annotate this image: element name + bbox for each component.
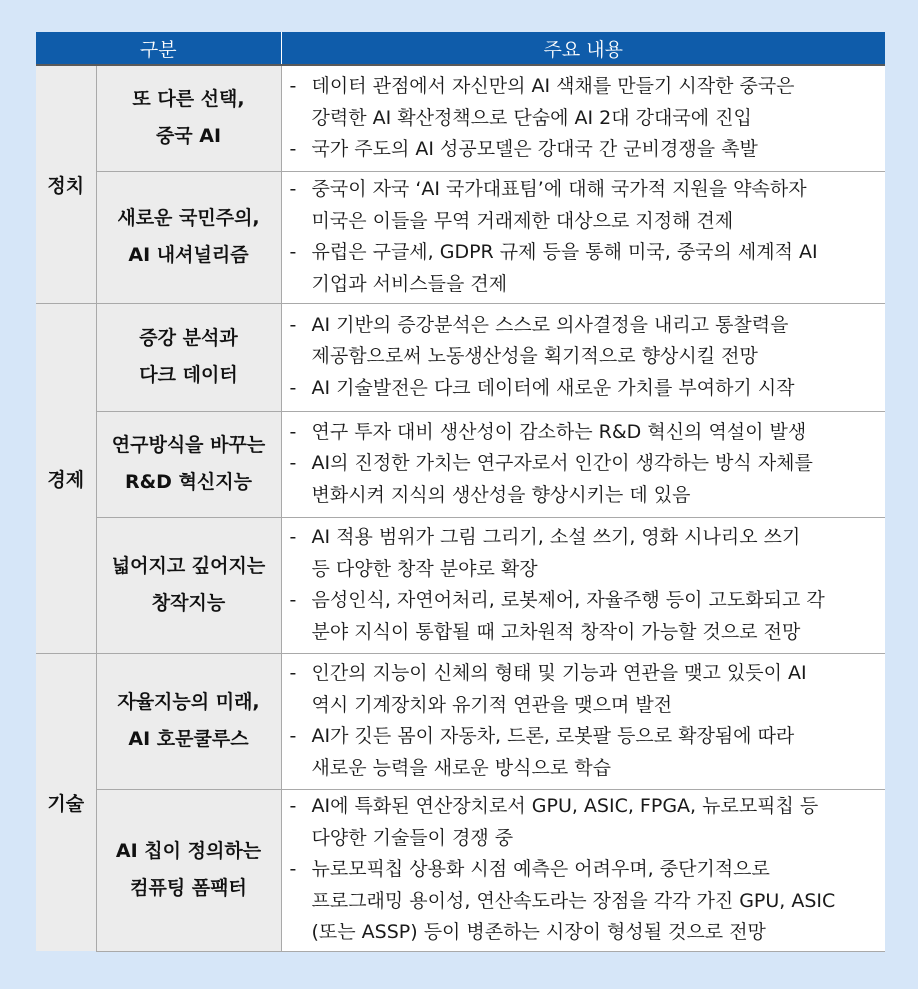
row-description xyxy=(281,411,885,517)
bullet-item: - 중국이 자국 ‘AI 국가대표팀’에 대해 국가적 지원을 약속하자 미국은 이들을 무역 거래제한 대상으로 지정해 견제 xyxy=(289,178,807,232)
row-description xyxy=(281,171,885,303)
bullet-item: - 음성인식, 자연어처리, 로봇제어, 자율주행 등이 고도화되고 각 분야 지식이 통합될 때 고차원적 창작이 가능할 것으로 전망 xyxy=(289,589,825,643)
table-row xyxy=(36,303,885,411)
category-economy: 경제 xyxy=(36,303,96,653)
bullet-item: - AI의 진정한 가치는 연구자로서 인간이 생각하는 방식 자체를 변화시켜 지식의 생산성을 향상시키는 데 있음 xyxy=(289,452,813,506)
bullet-item: - 연구 투자 대비 생산성이 감소하는 R&D 혁신의 역설이 발생 xyxy=(289,420,807,443)
row-title: 연구방식을 바꾸는 R&D 혁신지능 xyxy=(96,411,281,517)
table-row xyxy=(36,653,885,789)
category-politics: 정치 xyxy=(36,65,96,303)
row-title: 넓어지고 깊어지는 창작지능 xyxy=(96,517,281,653)
row-description xyxy=(281,517,885,653)
row-title: AI 칩이 정의하는 컴퓨팅 폼팩터 xyxy=(96,789,281,951)
category-technology: 기술 xyxy=(36,653,96,951)
row-title: 증강 분석과 다크 데이터 xyxy=(96,303,281,411)
header-contents: 주요 내용 xyxy=(281,32,885,65)
header-category: 구분 xyxy=(36,32,281,65)
bullet-item: - AI 기술발전은 다크 데이터에 새로운 가치를 부여하기 시작 xyxy=(289,376,795,399)
table-row xyxy=(36,517,885,653)
row-description xyxy=(281,303,885,411)
row-title xyxy=(96,65,281,171)
bullet-item: - 데이터 관점에서 자신만의 AI 색채를 만들기 시작한 중국은 강력한 AI 확산정책으로 단숨에 AI 2대 강대국에 진입 xyxy=(289,75,795,129)
row-title-line: 중국 AI xyxy=(155,125,222,148)
bullet-item: - AI 적용 범위가 그림 그리기, 소설 쓰기, 영화 시나리오 쓰기 등 다양한 창작 분야로 확장 xyxy=(289,526,801,580)
bullet-item: - AI가 깃든 몸이 자동차, 드론, 로봇팔 등으로 확장됨에 따라 새로운 능력을 새로운 방식으로 학습 xyxy=(289,725,795,779)
row-description xyxy=(281,653,885,789)
table-row xyxy=(36,789,885,951)
bullet-item: - AI에 특화된 연산장치로서 GPU, ASIC, FPGA, 뉴로모픽칩 등 다양한 기술들이 경쟁 중 xyxy=(289,795,819,849)
row-title-line: 또 다른 선택, xyxy=(132,88,245,111)
table-row xyxy=(36,171,885,303)
table-row xyxy=(36,411,885,517)
bullet-item: - 국가 주도의 AI 성공모델은 강대국 간 군비경쟁을 촉발 xyxy=(289,138,758,160)
bullet-item: - AI 기반의 증강분석은 스스로 의사결정을 내리고 통찰력을 제공함으로써 노동생산성을 획기적으로 향상시킬 전망 xyxy=(289,313,789,368)
bullet-item: - 인간의 지능이 신체의 형태 및 기능과 연관을 맺고 있듯이 AI 역시 기계장치와 유기적 연관을 맺으며 발전 xyxy=(289,662,807,716)
table-header-row xyxy=(36,32,885,65)
ai-trends-table xyxy=(36,32,885,952)
bullet-item: - 유럽은 구글세, GDPR 규제 등을 통해 미국, 중국의 세계적 AI 기업과 서비스들을 견제 xyxy=(289,241,818,295)
row-title: 자율지능의 미래, AI 호문쿨루스 xyxy=(96,653,281,789)
row-title: 새로운 국민주의, AI 내셔널리즘 xyxy=(96,171,281,303)
table-row xyxy=(36,65,885,171)
bullet-item: - 뉴로모픽칩 상용화 시점 예측은 어려우며, 중단기적으로 프로그래밍 용이성, 연산속도라는 장점을 각각 가진 GPU, ASIC (또는 ASSP) 등이 병존하는 시장이 형성될 것으로 전망 xyxy=(289,858,836,944)
row-description xyxy=(281,65,885,171)
row-description xyxy=(281,789,885,951)
